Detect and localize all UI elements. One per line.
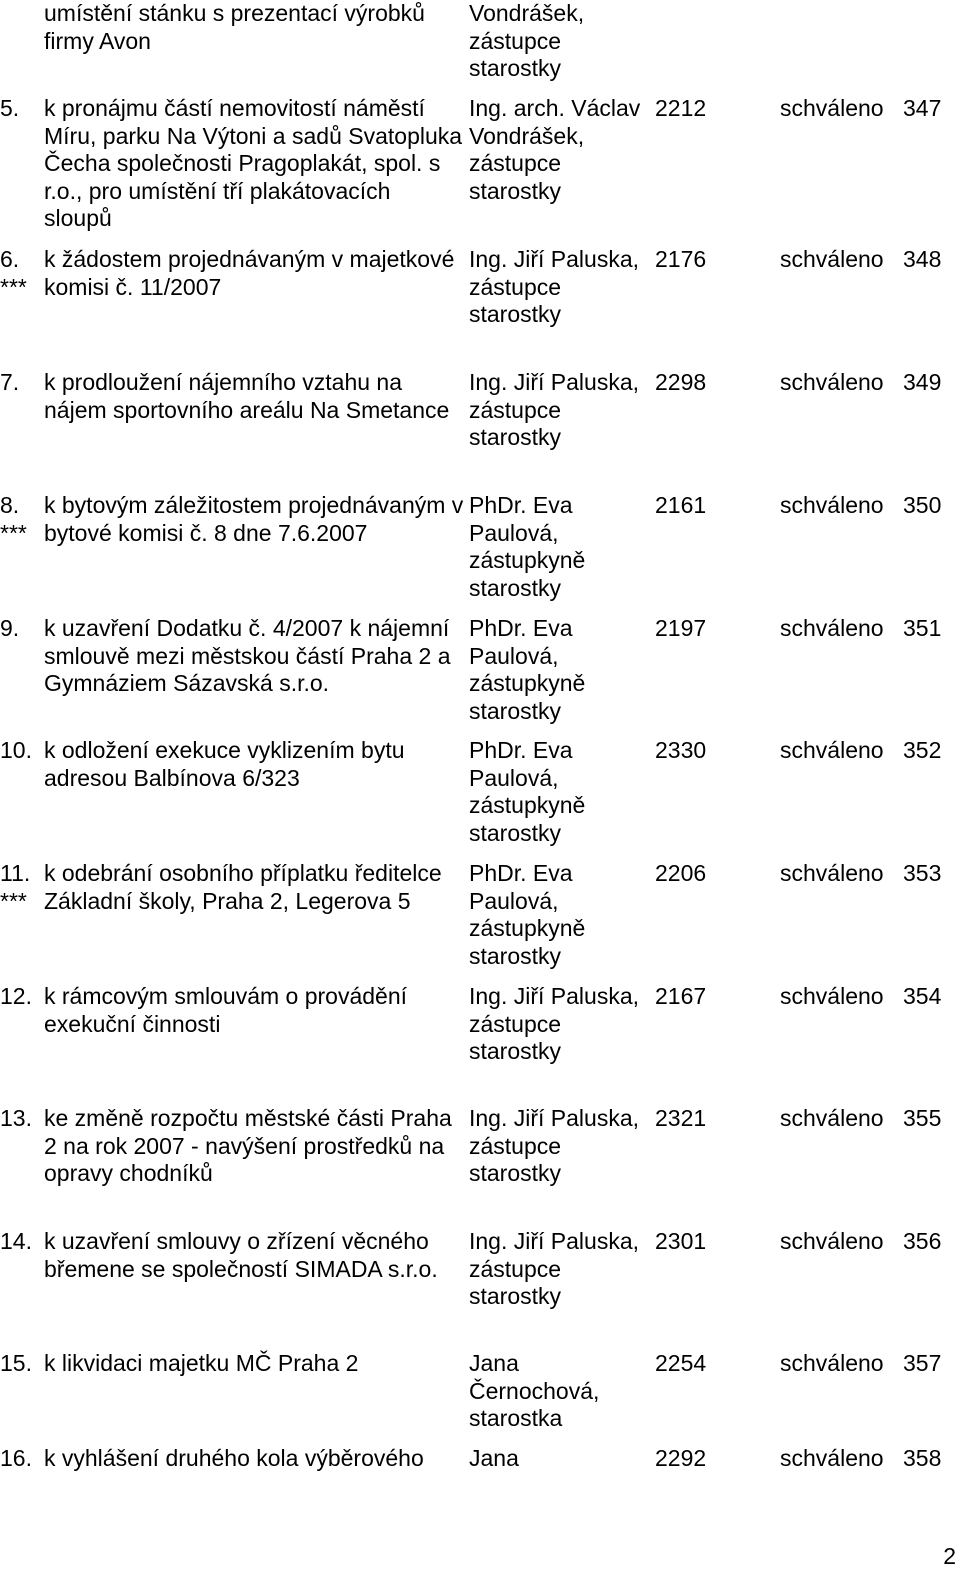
item-number: 14. <box>0 1228 32 1254</box>
item-number: 16. <box>0 1445 32 1471</box>
item-presenter: PhDr. Eva Paulová, zástupkyně starostky <box>469 737 586 846</box>
item-status: schváleno <box>780 737 884 763</box>
item-presenter: Jana Černochová, starostka <box>469 1350 600 1431</box>
item-status: schváleno <box>780 1350 884 1376</box>
page-number: 2 <box>943 1543 956 1569</box>
item-presenter: Jana <box>469 1445 519 1471</box>
item-id: 2197 <box>655 615 707 641</box>
item-presenter: Ing. Jiří Paluska, zástupce starostky <box>469 369 640 450</box>
item-resolution: 347 <box>903 95 942 121</box>
item-number: 8. *** <box>0 492 40 547</box>
item-status: schváleno <box>780 860 884 886</box>
item-id: 2321 <box>655 1105 707 1131</box>
item-id: 2176 <box>655 246 707 272</box>
item-number: 6. *** <box>0 246 40 301</box>
item-status: schváleno <box>780 1228 884 1254</box>
item-id: 2212 <box>655 95 707 121</box>
item-subject: k uzavření Dodatku č. 4/2007 k nájemní smlouvě mezi městskou částí Praha 2 a Gymnáziem Sázavská s.r.o. <box>44 615 451 696</box>
item-resolution: 351 <box>903 615 942 641</box>
item-number: 7. <box>0 369 20 395</box>
item-id: 2330 <box>655 737 707 763</box>
item-status: schváleno <box>780 1105 884 1131</box>
item-subject: k pronájmu částí nemovitostí náměstí Míru, parku Na Výtoni a sadů Svatopluka Čecha společnosti Pragoplakát, spol. s r.o., pro umístění tří plakátovacích sloupů <box>44 95 463 231</box>
item-resolution: 357 <box>903 1350 942 1376</box>
item-id: 2206 <box>655 860 707 886</box>
item-presenter: PhDr. Eva Paulová, zástupkyně starostky <box>469 860 586 969</box>
item-status: schváleno <box>780 369 884 395</box>
item-subject: k prodloužení nájemního vztahu na nájem sportovního areálu Na Smetance <box>44 369 450 423</box>
item-flag: *** <box>0 273 27 300</box>
item-number: 10. <box>0 737 32 763</box>
item-subject: k odebrání osobního příplatku ředitelce Základní školy, Praha 2, Legerova 5 <box>44 860 442 914</box>
item-id: 2301 <box>655 1228 707 1254</box>
item-resolution: 354 <box>903 983 942 1009</box>
item-number: 5. <box>0 95 20 121</box>
item-resolution: 356 <box>903 1228 942 1254</box>
item-presenter: Ing. Jiří Paluska, zástupce starostky <box>469 1228 640 1309</box>
item-resolution: 353 <box>903 860 942 886</box>
item-flag: *** <box>0 519 27 546</box>
item-number: 11. *** <box>0 860 40 915</box>
item-presenter: Vondrášek, zástupce starostky <box>469 0 585 81</box>
item-presenter: Ing. Jiří Paluska, zástupce starostky <box>469 246 640 327</box>
item-id: 2254 <box>655 1350 707 1376</box>
item-status: schváleno <box>780 983 884 1009</box>
item-subject: k odložení exekuce vyklizením bytu adresou Balbínova 6/323 <box>44 737 405 791</box>
item-resolution: 348 <box>903 246 942 272</box>
item-subject: k uzavření smlouvy o zřízení věcného břemene se společností SIMADA s.r.o. <box>44 1228 438 1282</box>
item-flag: *** <box>0 887 27 914</box>
item-subject: k žádostem projednávaným v majetkové komisi č. 11/2007 <box>44 246 455 300</box>
item-number: 12. <box>0 983 32 1009</box>
item-subject: umístění stánku s prezentací výrobků firmy Avon <box>44 0 425 54</box>
item-resolution: 352 <box>903 737 942 763</box>
item-presenter: Ing. arch. Václav Vondrášek, zástupce starostky <box>469 95 641 204</box>
item-presenter: PhDr. Eva Paulová, zástupkyně starostky <box>469 615 586 724</box>
item-resolution: 355 <box>903 1105 942 1131</box>
item-presenter: Ing. Jiří Paluska, zástupce starostky <box>469 1105 640 1186</box>
item-status: schváleno <box>780 492 884 518</box>
item-presenter: PhDr. Eva Paulová, zástupkyně starostky <box>469 492 586 601</box>
item-subject: k likvidaci majetku MČ Praha 2 <box>44 1350 359 1376</box>
item-resolution: 350 <box>903 492 942 518</box>
item-number: 13. <box>0 1105 32 1131</box>
item-id: 2292 <box>655 1445 707 1471</box>
item-status: schváleno <box>780 95 884 121</box>
item-number: 15. <box>0 1350 32 1376</box>
item-id: 2167 <box>655 983 707 1009</box>
item-resolution: 358 <box>903 1445 942 1471</box>
item-status: schváleno <box>780 246 884 272</box>
item-resolution: 349 <box>903 369 942 395</box>
item-presenter: Ing. Jiří Paluska, zástupce starostky <box>469 983 640 1064</box>
item-subject: k rámcovým smlouvám o provádění exekuční činnosti <box>44 983 408 1037</box>
item-status: schváleno <box>780 615 884 641</box>
item-subject: k vyhlášení druhého kola výběrového <box>44 1445 424 1471</box>
item-id: 2161 <box>655 492 707 518</box>
item-subject: ke změně rozpočtu městské části Praha 2 na rok 2007 - navýšení prostředků na opravy chodníků <box>44 1105 452 1186</box>
item-subject: k bytovým záležitostem projednávaným v bytové komisi č. 8 dne 7.6.2007 <box>44 492 464 546</box>
item-status: schváleno <box>780 1445 884 1471</box>
item-number: 9. <box>0 615 20 641</box>
item-id: 2298 <box>655 369 707 395</box>
